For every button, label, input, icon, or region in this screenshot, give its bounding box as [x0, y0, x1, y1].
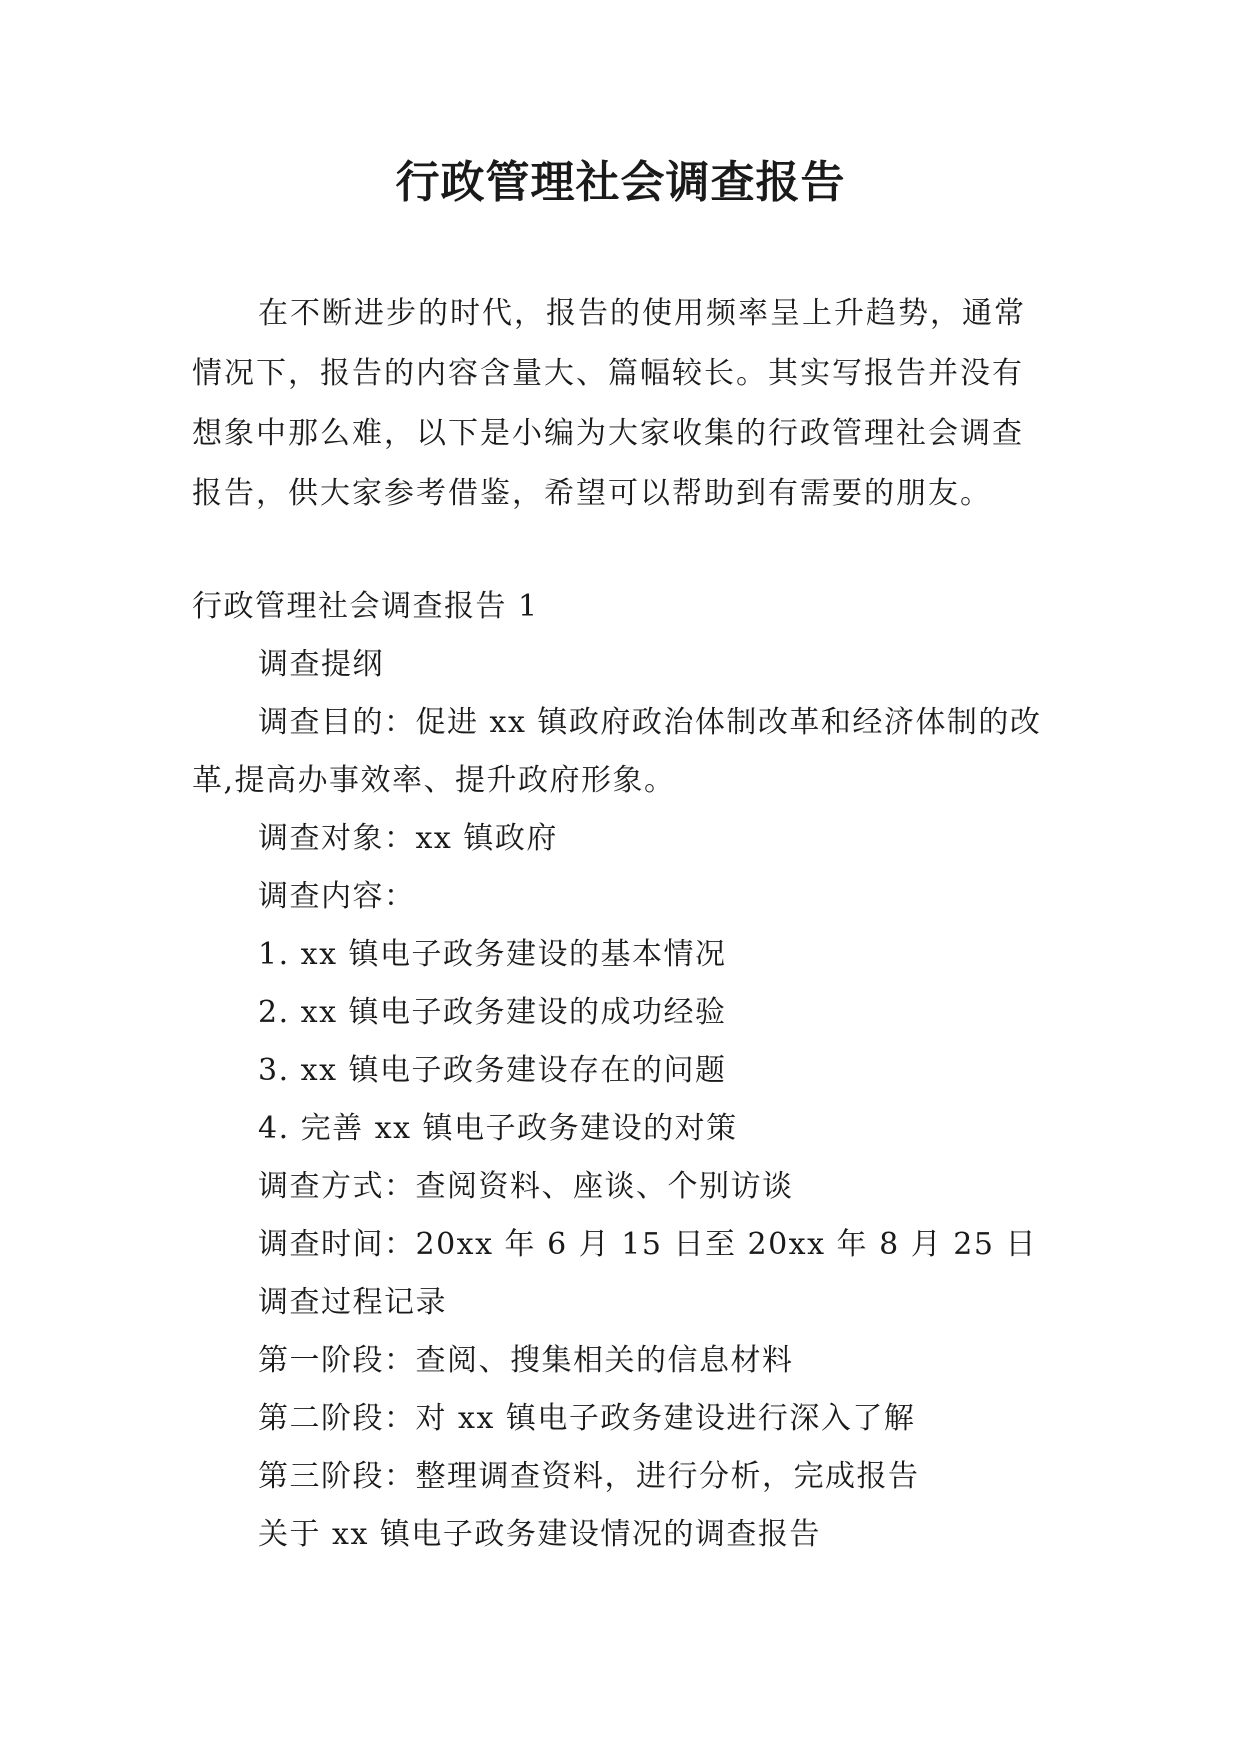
document-title: 行政管理社会调查报告 — [395, 157, 846, 208]
stage-line: 第一阶段：查阅、搜集相关的信息材料 — [258, 1343, 794, 1378]
time-line: 调查时间：20xx 年 6 月 15 日至 20xx 年 8 月 25 日 — [258, 1227, 1037, 1262]
outline-heading: 调查提纲 — [258, 647, 384, 682]
content-item: 1. xx 镇电子政务建设的基本情况 — [258, 937, 727, 972]
method-line: 调查方式：查阅资料、座谈、个别访谈 — [258, 1169, 794, 1204]
purpose-paragraph: 调查目的：促进 xx 镇政府政治体制改革和经济体制的改革,提高办事效率、提升政府形象。 — [192, 705, 1042, 798]
stage-line: 第三阶段：整理调查资料，进行分析，完成报告 — [258, 1459, 920, 1494]
report-title-line: 关于 xx 镇电子政务建设情况的调查报告 — [258, 1517, 821, 1552]
content-heading: 调查内容： — [258, 879, 416, 914]
report-body — [192, 578, 1052, 1564]
content-item: 2. xx 镇电子政务建设的成功经验 — [258, 995, 727, 1030]
section-heading: 行政管理社会调查报告 1 — [192, 589, 539, 624]
process-heading: 调查过程记录 — [258, 1285, 447, 1320]
intro-paragraph: 在不断进步的时代，报告的使用频率呈上升趋势，通常情况下，报告的内容含量大、篇幅较长。其实写报告并没有想象中那么难，以下是小编为大家收集的行政管理社会调查报告，供大家参考借鉴，希望可以帮助到有需要的朋友。 — [192, 296, 1026, 511]
target-line: 调查对象：xx 镇政府 — [258, 821, 558, 856]
stage-line: 第二阶段：对 xx 镇电子政务建设进行深入了解 — [258, 1401, 916, 1436]
content-item: 3. xx 镇电子政务建设存在的问题 — [258, 1053, 727, 1088]
content-item: 4. 完善 xx 镇电子政务建设的对策 — [258, 1111, 738, 1146]
